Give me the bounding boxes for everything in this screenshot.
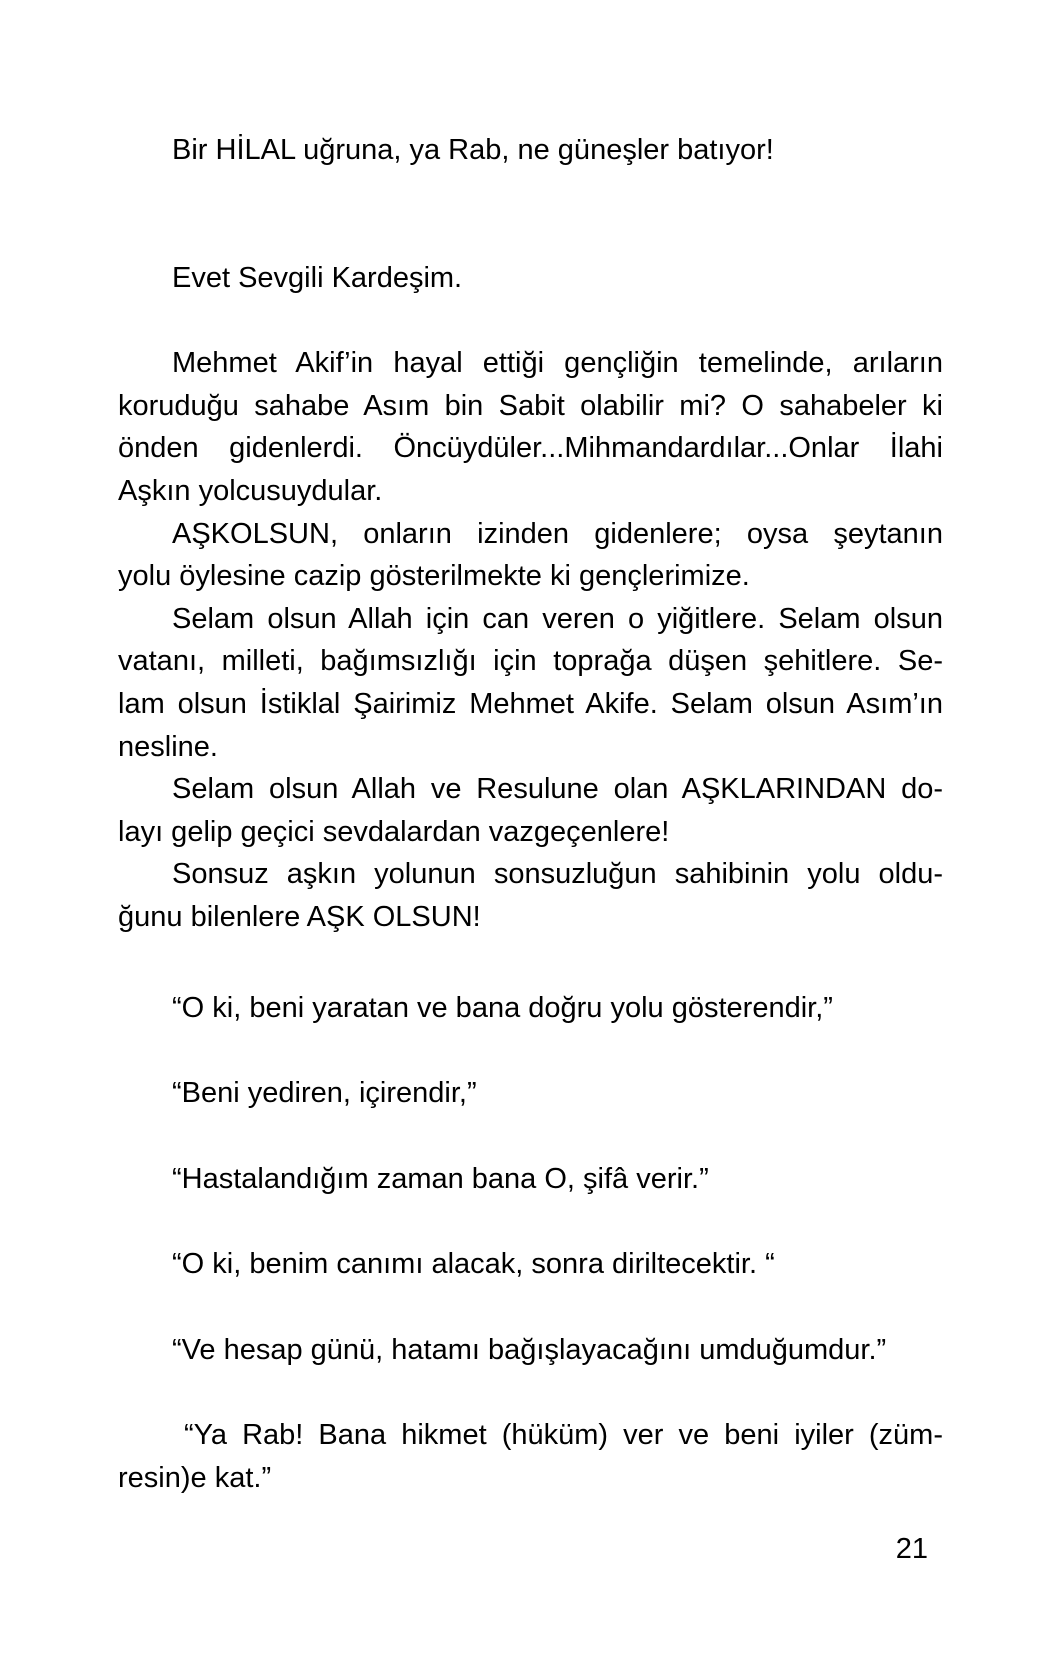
text-line: “Beni yediren, içirendir,” [172, 1077, 477, 1110]
page-text [118, 129, 943, 1500]
text-line: AŞKOLSUN, onların izinden gidenlere; oysa şeytanın [172, 517, 943, 550]
paragraph-selam-yigitlere [118, 598, 943, 768]
text-line: Bir HİLAL uğruna, ya Rab, ne güneşler batıyor! [172, 134, 774, 166]
quote-hikmet [118, 1414, 943, 1499]
text-line: “O ki, beni yaratan ve bana doğru yolu gösterendir,” [172, 991, 833, 1024]
text-line: önden gidenlerdi. Öncüydüler...Mihmandardılar...Onlar İlahi [118, 432, 943, 465]
text-line: layı gelip geçici sevdalardan vazgeçenlere! [118, 815, 670, 848]
text-line: “Hastalandığım zaman bana O, şifâ verir.” [172, 1162, 709, 1195]
text-line: vatanı, milleti, bağımsızlığı için toprağa düşen şehitlere. Se- [118, 645, 943, 678]
text-line: nesline. [118, 730, 218, 763]
paragraph-sonsuz-ask [118, 853, 943, 938]
quote-hesap [118, 1329, 943, 1372]
greeting-line [118, 257, 943, 300]
text-line: “Ya Rab! Bana hikmet (hüküm) ver ve beni iyiler (züm- [184, 1419, 943, 1452]
text-line: resin)e kat.” [118, 1462, 272, 1495]
verse-hilal [118, 129, 943, 172]
text-line: Selam olsun Allah ve Resulune olan AŞKLARINDAN do- [172, 773, 943, 806]
paragraph-askolsun [118, 513, 943, 598]
text-line: yolu öylesine cazip gösterilmekte ki gençlerimize. [118, 560, 750, 593]
page-number: 21 [895, 1533, 928, 1565]
paragraph-mehmet-akif [118, 342, 943, 512]
quote-sifa [118, 1158, 943, 1201]
text-line: koruduğu sahabe Asım bin Sabit olabilir mi? O sahabeler ki [118, 389, 943, 422]
quote-yaratan [118, 987, 943, 1030]
text-line: “Ve hesap günü, hatamı bağışlayacağını umduğumdur.” [172, 1333, 887, 1366]
text-line: Mehmet Akif’in hayal ettiği gençliğin temelinde, arıların [172, 347, 943, 380]
text-line: Aşkın yolcusuydular. [118, 474, 383, 507]
text-line: Evet Sevgili Kardeşim. [172, 261, 463, 294]
text-line: Selam olsun Allah için can veren o yiğitlere. Selam olsun [172, 602, 943, 635]
text-line: Sonsuz aşkın yolunun sonsuzluğun sahibinin yolu oldu- [172, 858, 943, 891]
text-line: ğunu bilenlere AŞK OLSUN! [118, 900, 481, 933]
text-line: “O ki, benim canımı alacak, sonra diriltecektir. “ [172, 1248, 775, 1281]
quote-diriltecek [118, 1243, 943, 1286]
paragraph-selam-asklarindan [118, 768, 943, 853]
text-line: lam olsun İstiklal Şairimiz Mehmet Akife. Selam olsun Asım’ın [118, 687, 943, 720]
quote-yediren [118, 1072, 943, 1115]
